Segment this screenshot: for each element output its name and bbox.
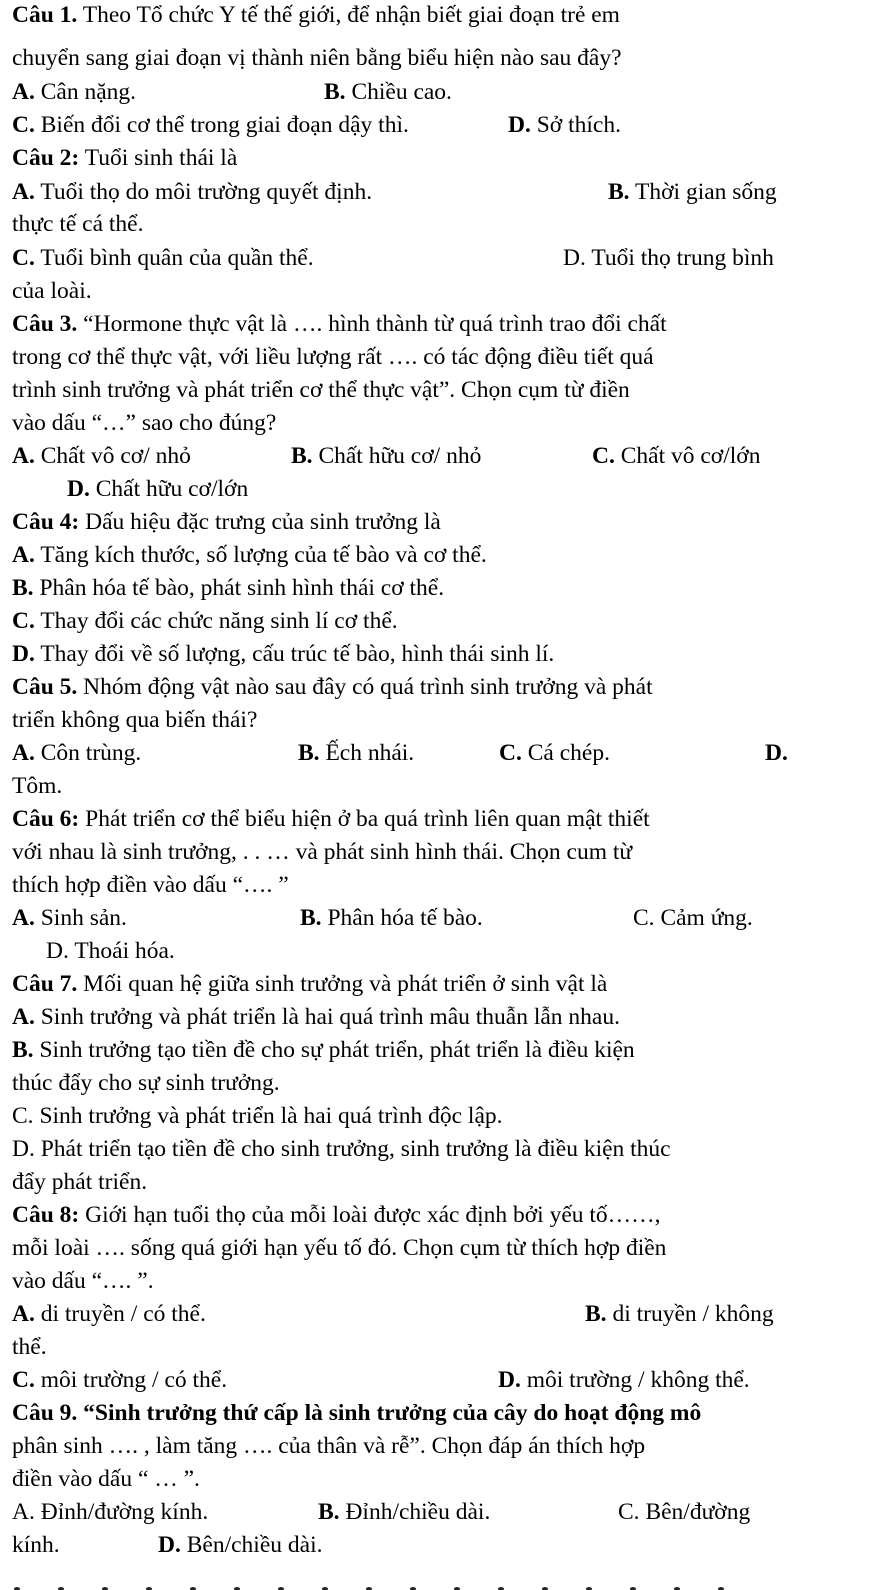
q3-option-d[interactable]: D. Chất hữu cơ/lớn (67, 476, 249, 502)
q7-option-c[interactable]: C. Sinh trưởng và phát triển là hai quá trình độc lập. (12, 1103, 503, 1129)
q4-option-d[interactable]: D. Thay đổi về số lượng, cấu trúc tế bào, hình thái sinh lí. (12, 641, 555, 667)
q4-option-b[interactable]: B. Phân hóa tế bào, phát sinh hình thái cơ thể. (12, 575, 445, 601)
q9-stem-line-1: Câu 9. “Sinh trưởng thứ cấp là sinh trưởng của cây do hoạt động mô (12, 1400, 702, 1426)
q2-stem-line-1: Câu 2: Tuổi sinh thái là (12, 145, 238, 171)
q2-option-a[interactable]: A. Tuổi thọ do môi trường quyết định. (12, 179, 373, 205)
q6-stem-line-3: thích hợp điền vào dấu “…. ” (12, 872, 289, 898)
q8-stem-line-1: Câu 8: Giới hạn tuổi thọ của mỗi loài được xác định bởi yếu tố……, (12, 1202, 661, 1228)
q8-option-d[interactable]: D. môi trường / không thể. (498, 1367, 750, 1393)
q1-text: Theo Tổ chức Y tế thế giới, để nhận biết giai đoạn trẻ em (82, 2, 620, 28)
q1-stem-line-1 (12, 0, 620, 30)
q6-option-a[interactable]: A. Sinh sản. (12, 905, 127, 931)
q5-option-b[interactable]: B. Ếch nhái. (298, 740, 415, 766)
q3-option-a[interactable]: A. Chất vô cơ/ nhỏ (12, 443, 191, 469)
q2-option-b-cont: thực tế cá thể. (12, 211, 144, 237)
q9-stem-line-2: phân sinh …. , làm tăng …. của thân và rễ”. Chọn đáp án thích hợp (12, 1433, 646, 1459)
q7-option-b-cont: thúc đẩy cho sự sinh trưởng. (12, 1070, 280, 1096)
q3-stem-line-3: trình sinh trưởng và phát triển cơ thể thực vật”. Chọn cụm từ điền (12, 377, 630, 403)
q8-option-a[interactable]: A. di truyền / có thể. (12, 1301, 206, 1327)
q5-option-a[interactable]: A. Côn trùng. (12, 740, 142, 766)
q1-stem-line-2: chuyển sang giai đoạn vị thành niên bằng biểu hiện nào sau đây? (12, 45, 622, 71)
q5-stem-line-1: Câu 5. Nhóm động vật nào sau đây có quá trình sinh trưởng và phát (12, 674, 653, 700)
q1-option-c[interactable]: C. Biến đổi cơ thể trong giai đoạn dậy thì. (12, 112, 409, 138)
q9-option-c[interactable]: C. Bên/đường (618, 1499, 751, 1525)
q9-option-c-cont: kính. (12, 1532, 60, 1558)
q8-stem-line-2: mỗi loài …. sống quá giới hạn yếu tố đó. Chọn cụm từ thích hợp điền (12, 1235, 667, 1261)
q3-stem-line-4: vào dấu “…” sao cho đúng? (12, 410, 277, 436)
q3-option-b[interactable]: B. Chất hữu cơ/ nhỏ (291, 443, 482, 469)
q9-option-d[interactable]: D. Bên/chiều dài. (158, 1532, 323, 1558)
q2-option-d-cont: của loài. (12, 278, 92, 304)
q6-option-d[interactable]: D. Thoái hóa. (46, 938, 175, 964)
q3-stem-line-1: Câu 3. “Hormone thực vật là …. hình thành từ quá trình trao đổi chất (12, 311, 667, 337)
q6-option-c[interactable]: C. Cảm ứng. (633, 905, 753, 931)
q7-option-d-cont: đẩy phát triển. (12, 1169, 148, 1195)
q4-stem-line-1: Câu 4: Dấu hiệu đặc trưng của sinh trưởng là (12, 509, 441, 535)
q6-stem-line-1: Câu 6: Phát triển cơ thể biểu hiện ở ba quá trình liên quan mật thiết (12, 806, 650, 832)
q5-stem-line-2: triển không qua biến thái? (12, 707, 258, 733)
q2-option-d[interactable]: D. Tuổi thọ trung bình (563, 245, 774, 271)
q3-stem-line-2: trong cơ thể thực vật, với liều lượng rất …. có tác động điều tiết quá (12, 344, 654, 370)
q2-option-c[interactable]: C. Tuổi bình quân của quần thể. (12, 245, 314, 271)
q7-option-d[interactable]: D. Phát triển tạo tiền đề cho sinh trưởng, sinh trưởng là điều kiện thúc (12, 1136, 671, 1162)
q7-option-b[interactable]: B. Sinh trưởng tạo tiền đề cho sự phát triển, phát triển là điều kiện (12, 1037, 635, 1063)
q7-stem-line-1: Câu 7. Mối quan hệ giữa sinh trưởng và phát triển ở sinh vật là (12, 971, 608, 997)
q1-option-a[interactable]: A. Cân nặng. (12, 79, 137, 105)
q8-option-b-cont: thể. (12, 1334, 47, 1360)
q6-stem-line-2: với nhau là sinh trưởng, . . … và phát sinh hình thái. Chọn cum từ (12, 839, 633, 865)
q8-option-b[interactable]: B. di truyền / không (585, 1301, 774, 1327)
q7-option-a[interactable]: A. Sinh trưởng và phát triển là hai quá trình mâu thuẫn lẫn nhau. (12, 1004, 620, 1030)
q3-option-c[interactable]: C. Chất vô cơ/lớn (592, 443, 761, 469)
q1-option-b[interactable]: B. Chiều cao. (324, 79, 452, 105)
q5-option-c[interactable]: C. Cá chép. (499, 740, 610, 766)
q4-option-c[interactable]: C. Thay đổi các chức năng sinh lí cơ thể. (12, 608, 398, 634)
q5-option-d-cont: Tôm. (12, 773, 63, 799)
q9-option-b[interactable]: B. Đỉnh/chiều dài. (318, 1499, 491, 1525)
q5-option-d-label[interactable]: D. (765, 740, 788, 766)
q1-option-d[interactable]: D. Sở thích. (508, 112, 621, 138)
q8-stem-line-3: vào dấu “…. ”. (12, 1268, 154, 1294)
q6-option-b[interactable]: B. Phân hóa tế bào. (300, 905, 483, 931)
q8-option-c[interactable]: C. môi trường / có thể. (12, 1367, 228, 1393)
q1-label: Câu 1. (12, 2, 78, 28)
q4-option-a[interactable]: A. Tăng kích thước, số lượng của tế bào và cơ thể. (12, 542, 487, 568)
q9-stem-line-3: điền vào dấu “ … ”. (12, 1466, 200, 1492)
cropped-next-line (0, 1578, 874, 1590)
q9-option-a[interactable]: A. Đỉnh/đường kính. (12, 1499, 209, 1525)
q2-option-b[interactable]: B. Thời gian sống (608, 179, 777, 205)
